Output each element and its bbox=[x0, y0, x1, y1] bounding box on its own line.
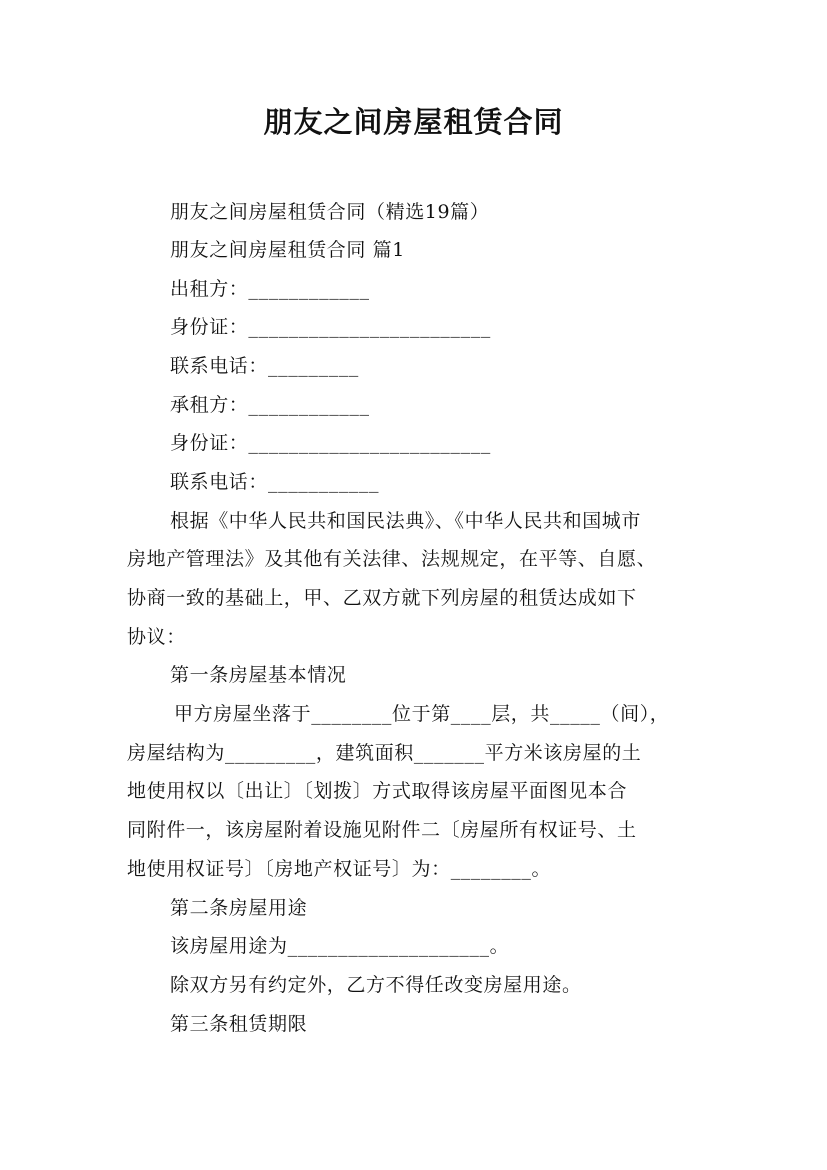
article-1-line-4: 同附件一，该房屋附着设施见附件二〔房屋所有权证号、土 bbox=[127, 819, 637, 841]
subtitle-line: 朋友之间房屋租赁合同（精选19篇） bbox=[170, 201, 490, 223]
document-title: 朋友之间房屋租赁合同 bbox=[263, 105, 564, 139]
lessee-id-line: 身份证：________________________ bbox=[170, 432, 491, 454]
article-2-heading: 第二条房屋用途 bbox=[170, 897, 308, 919]
article-2-line-1: 该房屋用途为____________________。 bbox=[170, 935, 510, 957]
preamble-line-2: 房地产管理法》及其他有关法律、法规规定，在平等、自愿、 bbox=[127, 548, 657, 570]
lessee-phone-line: 联系电话：___________ bbox=[170, 471, 380, 493]
preamble-line-4: 协议： bbox=[127, 626, 186, 648]
lessor-id-line: 身份证：________________________ bbox=[170, 316, 491, 338]
section-heading: 朋友之间房屋租赁合同 篇1 bbox=[170, 239, 405, 261]
article-1-line-2: 房屋结构为_________，建筑面积_______平方米该房屋的土 bbox=[127, 742, 642, 764]
article-1-line-3: 地使用权以〔出让〕〔划拨〕方式取得该房屋平面图见本合 bbox=[127, 780, 628, 802]
article-2-line-2: 除双方另有约定外，乙方不得任改变房屋用途。 bbox=[170, 974, 582, 996]
article-3-heading: 第三条租赁期限 bbox=[170, 1013, 308, 1035]
article-1-heading: 第一条房屋基本情况 bbox=[170, 664, 347, 686]
preamble-line-3: 协商一致的基础上，甲、乙双方就下列房屋的租赁达成如下 bbox=[127, 587, 637, 609]
lessor-phone-line: 联系电话：_________ bbox=[170, 355, 359, 377]
lessor-line: 出租方：____________ bbox=[170, 278, 370, 300]
preamble-line-1: 根据《中华人民共和国民法典》、《中华人民共和国城市 bbox=[170, 510, 642, 532]
article-1-line-1: 甲方房屋坐落于________位于第____层，共_____（间）， bbox=[174, 703, 670, 725]
lessee-line: 承租方：____________ bbox=[170, 394, 370, 416]
article-1-line-5: 地使用权证号〕〔房地产权证号〕为：________。 bbox=[127, 858, 552, 880]
